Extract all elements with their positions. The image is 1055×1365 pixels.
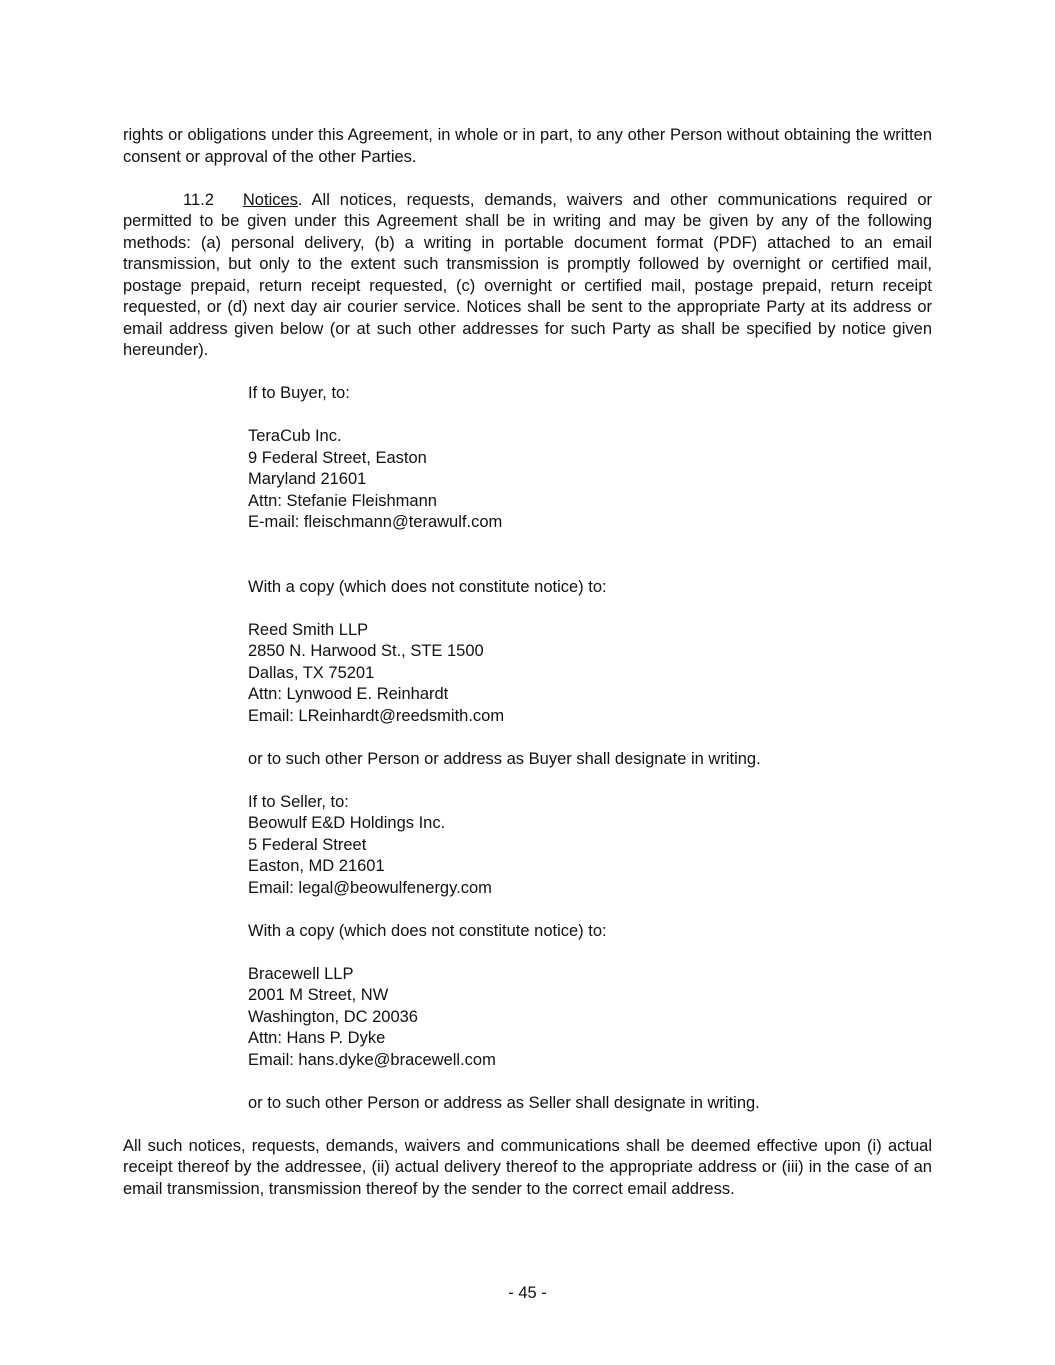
section-notices-paragraph — [123, 190, 932, 362]
seller-notice-intro: If to Seller, to: — [248, 792, 349, 811]
address-line: Attn: Hans P. Dyke — [248, 1029, 386, 1047]
address-line: Attn: Stefanie Fleishmann — [248, 491, 437, 510]
buyer-copy-intro: With a copy (which does not constitute notice) to: — [248, 577, 607, 596]
section-body: . All notices, requests, demands, waivers and other communications required or permitted to be given under this Agreement shall be in writing and may be given by any of the following methods: (a) personal delivery, (b) a writing in portable document format (PDF) attached to an email transmission, but only to the extent such transmission is promptly followed by overnight or certified mail, postage prepaid, return receipt requested, (c) overnight or certified mail, postage prepaid, return receipt requested, or (d) next day air courier service. Notices shall be sent to the appropriate Party at its address or email address given below (or at such other addresses for such Party as shall be specified by notice given hereunder). — [123, 190, 932, 359]
notice-address-section — [248, 383, 932, 1114]
section-number: 11.2 — [183, 190, 214, 209]
address-line: Easton, MD 21601 — [248, 857, 385, 875]
address-line: Dallas, TX 75201 — [248, 663, 375, 682]
address-line: 5 Federal Street — [248, 835, 367, 854]
seller-copy-address-block — [248, 964, 932, 1072]
address-line: E-mail: fleischmann@terawulf.com — [248, 513, 503, 531]
seller-fallback-line: or to such other Person or address as Seller shall designate in writing. — [248, 1093, 760, 1112]
buyer-fallback-line: or to such other Person or address as Buyer shall designate in writing. — [248, 749, 761, 768]
address-line: Attn: Lynwood E. Reinhardt — [248, 685, 449, 703]
address-line: 2850 N. Harwood St., STE 1500 — [248, 642, 484, 660]
section-heading: Notices — [242, 190, 298, 209]
address-line: Reed Smith LLP — [248, 620, 369, 639]
buyer-copy-address-block — [248, 620, 932, 728]
continuation-paragraph: rights or obligations under this Agreement, in whole or in part, to any other Person without obtaining the written consent or approval of the other Parties. — [123, 126, 932, 166]
address-line: Email: legal@beowulfenergy.com — [248, 878, 492, 897]
buyer-notice-intro: If to Buyer, to: — [248, 384, 350, 402]
address-line: 2001 M Street, NW — [248, 986, 389, 1004]
address-line: Email: LReinhardt@reedsmith.com — [248, 706, 505, 725]
page-number: - 45 - — [508, 1284, 547, 1302]
seller-copy-intro: With a copy (which does not constitute notice) to: — [248, 921, 607, 940]
closing-paragraph: All such notices, requests, demands, waivers and communications shall be deemed effective upon (i) actual receipt thereof by the addressee, (ii) actual delivery thereof to the appropriate address or (iii) in the case of an email transmission, transmission thereof by the sender to the correct email address. — [123, 1136, 932, 1198]
address-line: TeraCub Inc. — [248, 427, 342, 445]
address-line: Beowulf E&D Holdings Inc. — [248, 814, 446, 832]
address-line: Email: hans.dyke@bracewell.com — [248, 1050, 496, 1069]
seller-notice-block — [248, 792, 932, 900]
address-line: 9 Federal Street, Easton — [248, 448, 427, 467]
buyer-address-block — [248, 426, 932, 534]
address-line: Maryland 21601 — [248, 470, 367, 488]
address-line: Bracewell LLP — [248, 964, 354, 983]
address-line: Washington, DC 20036 — [248, 1007, 418, 1026]
